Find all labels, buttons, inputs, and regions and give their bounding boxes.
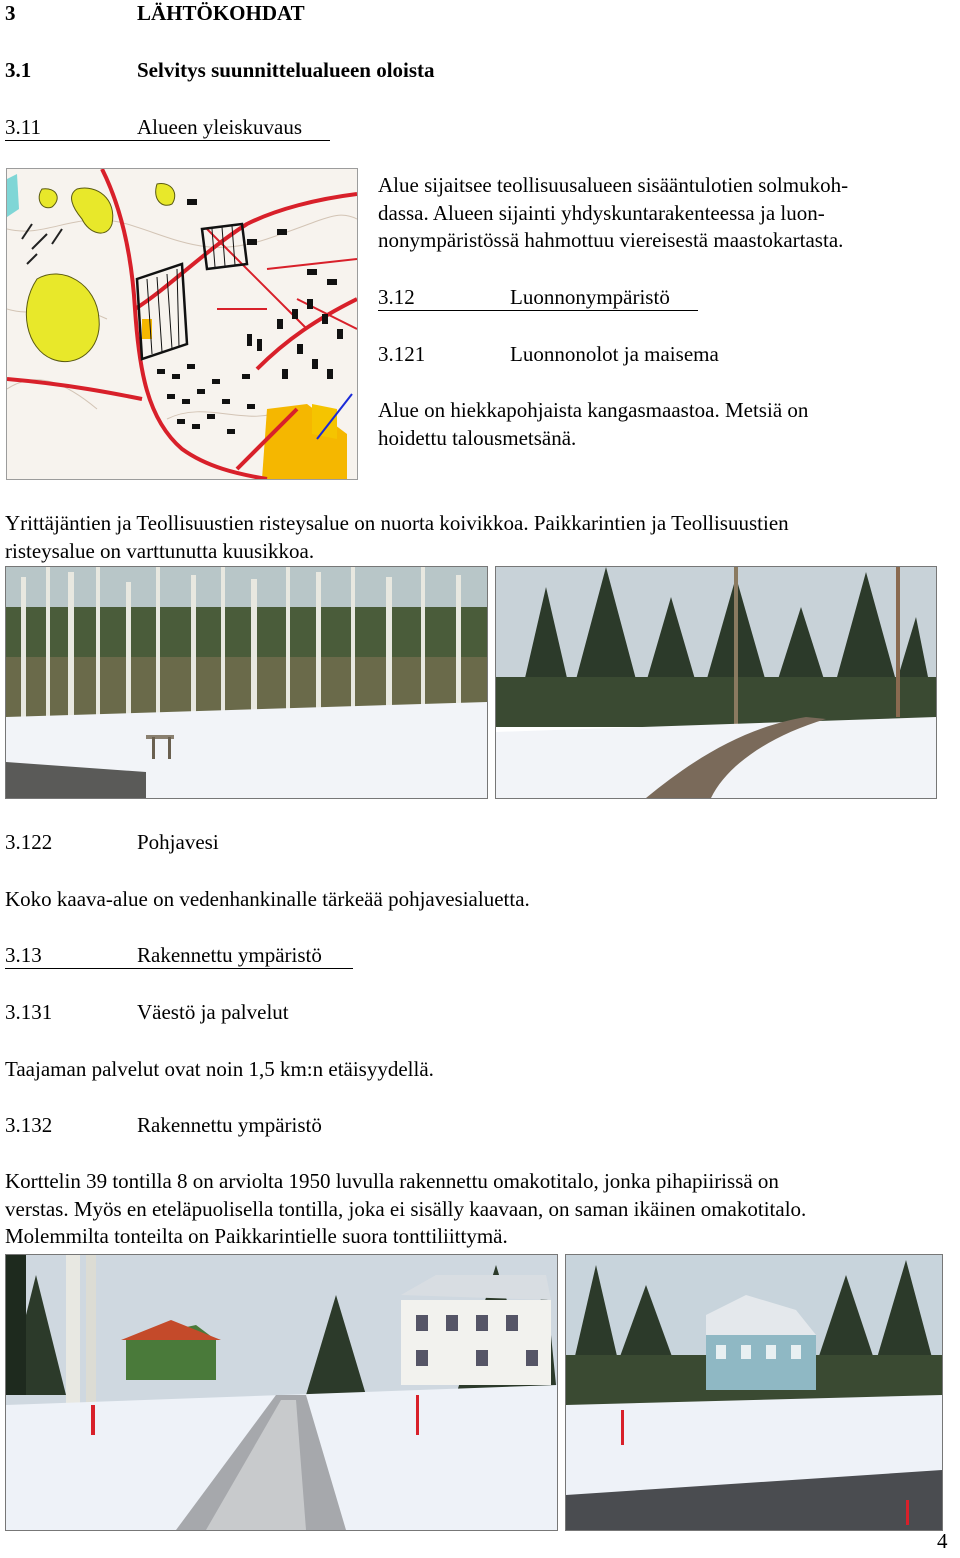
- section-3-122-number: 3.122: [5, 830, 53, 854]
- section-3-122-title: Pohjavesi: [137, 830, 219, 854]
- landscape-line: Alue on hiekkapohjaista kangasmaastoa. Metsiä on: [378, 398, 809, 422]
- terrain-map: [6, 168, 358, 480]
- section-underline: [5, 968, 353, 969]
- landscape-line: hoidettu talousmetsänä.: [378, 425, 577, 450]
- section-3-121-title: Luonnonolot ja maisema: [510, 342, 719, 366]
- section-underline: [5, 140, 330, 141]
- photo-birch-forest: [5, 566, 488, 799]
- section-3-13-title: Rakennettu ympäristö: [137, 943, 322, 967]
- overview-line: dassa. Alueen sijainti yhdyskuntarakenteessa ja luon-: [378, 200, 825, 225]
- section-3-11-number: 3.11: [5, 115, 41, 139]
- overview-line: Alue sijaitsee teollisuusalueen sisääntulotien solmukoh-: [378, 173, 849, 197]
- photo-white-house: [5, 1254, 558, 1531]
- crossings-line: Yrittäjäntien ja Teollisuustien risteysalue on nuorta koivikkoa. Paikkarintien ja Teollisuustien: [5, 511, 789, 535]
- section-3-11-title: Alueen yleiskuvaus: [137, 115, 303, 139]
- chapter-number: 3: [5, 1, 16, 25]
- photo-spruce-forest: [495, 566, 937, 799]
- groundwater-text: Koko kaava-alue on vedenhankinalle tärkeää pohjavesialuetta.: [5, 887, 530, 911]
- page-number: 4: [937, 1529, 948, 1553]
- section-3-12-title: Luonnonympäristö: [510, 285, 670, 309]
- section-3-13-number: 3.13: [5, 943, 42, 967]
- built-paragraph: [5, 1168, 806, 1251]
- section-3-131-title: Väestö ja palvelut: [137, 1000, 289, 1024]
- crossings-line: risteysalue on varttunutta kuusikkoa.: [5, 538, 315, 563]
- built-line: Molemmilta tonteilta on Paikkarintielle suora tonttiliittymä.: [5, 1224, 508, 1248]
- built-line: Korttelin 39 tontilla 8 on arviolta 1950 luvulla rakennettu omakotitalo, jonka pihapiirissä on: [5, 1169, 779, 1193]
- section-3-131-number: 3.131: [5, 1000, 53, 1024]
- section-3-1-number: 3.1: [5, 58, 32, 82]
- section-3-121-number: 3.121: [378, 342, 426, 366]
- photo-blue-house: [565, 1254, 943, 1531]
- chapter-title: LÄHTÖKOHDAT: [137, 1, 305, 25]
- landscape-paragraph: [378, 397, 808, 452]
- section-3-1-title: Selvitys suunnittelualueen oloista: [137, 58, 435, 82]
- section-3-132-title: Rakennettu ympäristö: [137, 1113, 322, 1137]
- section-3-12-number: 3.12: [378, 285, 415, 309]
- crossings-paragraph: [5, 510, 789, 565]
- overview-paragraph: [378, 172, 848, 255]
- section-underline: [378, 310, 698, 311]
- services-text: Taajaman palvelut ovat noin 1,5 km:n etäisyydellä.: [5, 1057, 434, 1081]
- section-3-132-number: 3.132: [5, 1113, 53, 1137]
- built-line: verstas. Myös en eteläpuolisella tontilla, joka ei sisälly kaavaan, on saman ikäinen omakotitalo.: [5, 1196, 807, 1221]
- overview-line: nonympäristössä hahmottuu viereisestä maastokartasta.: [378, 228, 844, 252]
